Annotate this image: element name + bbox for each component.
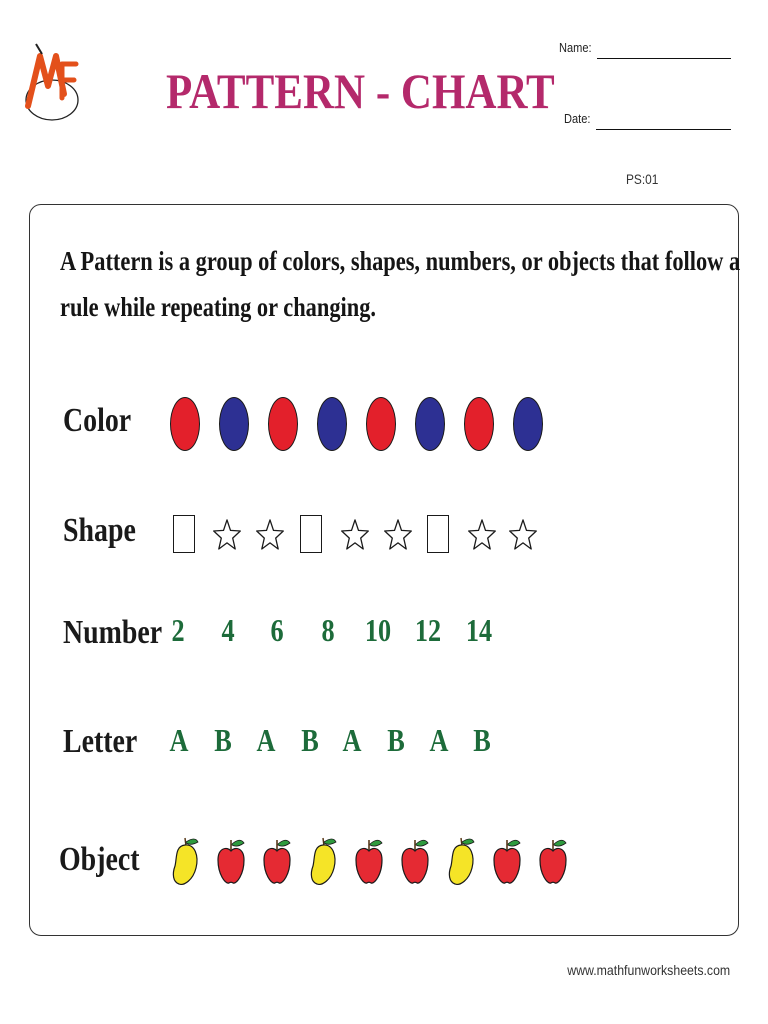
pattern-number: 8 <box>321 612 335 648</box>
apple-icon <box>263 834 291 888</box>
intro-line-1: A Pattern is a group of colors, shapes, numbers, or objects that follow a <box>60 246 741 276</box>
pattern-letter: A <box>429 722 449 758</box>
number-row-label: Number <box>63 614 163 651</box>
red-circle <box>170 397 200 451</box>
star-shape <box>508 515 538 553</box>
blue-circle <box>317 397 347 451</box>
blue-circle <box>513 397 543 451</box>
name-field[interactable] <box>597 58 731 59</box>
pattern-number: 6 <box>270 612 284 648</box>
letter-row-label: Letter <box>63 723 138 760</box>
object-row-label: Object <box>59 841 140 878</box>
mango-icon <box>309 834 337 888</box>
pattern-number: 10 <box>364 612 392 648</box>
pattern-letter: A <box>256 722 276 758</box>
pattern-letter: B <box>301 722 319 758</box>
red-circle <box>366 397 396 451</box>
apple-icon <box>217 834 245 888</box>
red-circle <box>268 397 298 451</box>
apple-icon <box>493 834 521 888</box>
apple-icon <box>401 834 429 888</box>
mathfun-logo <box>22 38 80 128</box>
date-label: Date: <box>564 111 591 126</box>
pattern-letter: B <box>473 722 491 758</box>
sheet-code: PS:01 <box>626 171 659 187</box>
intro-line-2: rule while repeating or changing. <box>60 292 377 322</box>
mango-icon <box>171 834 199 888</box>
apple-icon <box>355 834 383 888</box>
page-title: PATTERN - CHART <box>166 63 555 119</box>
star-shape <box>340 515 370 553</box>
pattern-letter: A <box>169 722 189 758</box>
color-row-label: Color <box>63 402 132 439</box>
pattern-number: 14 <box>465 612 493 648</box>
star-shape <box>255 515 285 553</box>
square-shape <box>300 515 322 553</box>
square-shape <box>427 515 449 553</box>
date-field[interactable] <box>596 129 731 130</box>
mango-icon <box>447 834 475 888</box>
square-shape <box>173 515 195 553</box>
star-shape <box>383 515 413 553</box>
apple-icon <box>539 834 567 888</box>
pattern-number: 2 <box>171 612 185 648</box>
pattern-number: 12 <box>414 612 442 648</box>
star-shape <box>212 515 242 553</box>
pattern-letter: A <box>342 722 362 758</box>
website-footer: www.mathfunworksheets.com <box>567 962 730 978</box>
pattern-letter: B <box>214 722 232 758</box>
name-label: Name: <box>559 40 592 55</box>
intro-text <box>60 238 741 330</box>
pattern-number: 4 <box>221 612 235 648</box>
blue-circle <box>219 397 249 451</box>
pattern-letter: B <box>387 722 405 758</box>
red-circle <box>464 397 494 451</box>
star-shape <box>467 515 497 553</box>
shape-row-label: Shape <box>63 512 136 549</box>
blue-circle <box>415 397 445 451</box>
